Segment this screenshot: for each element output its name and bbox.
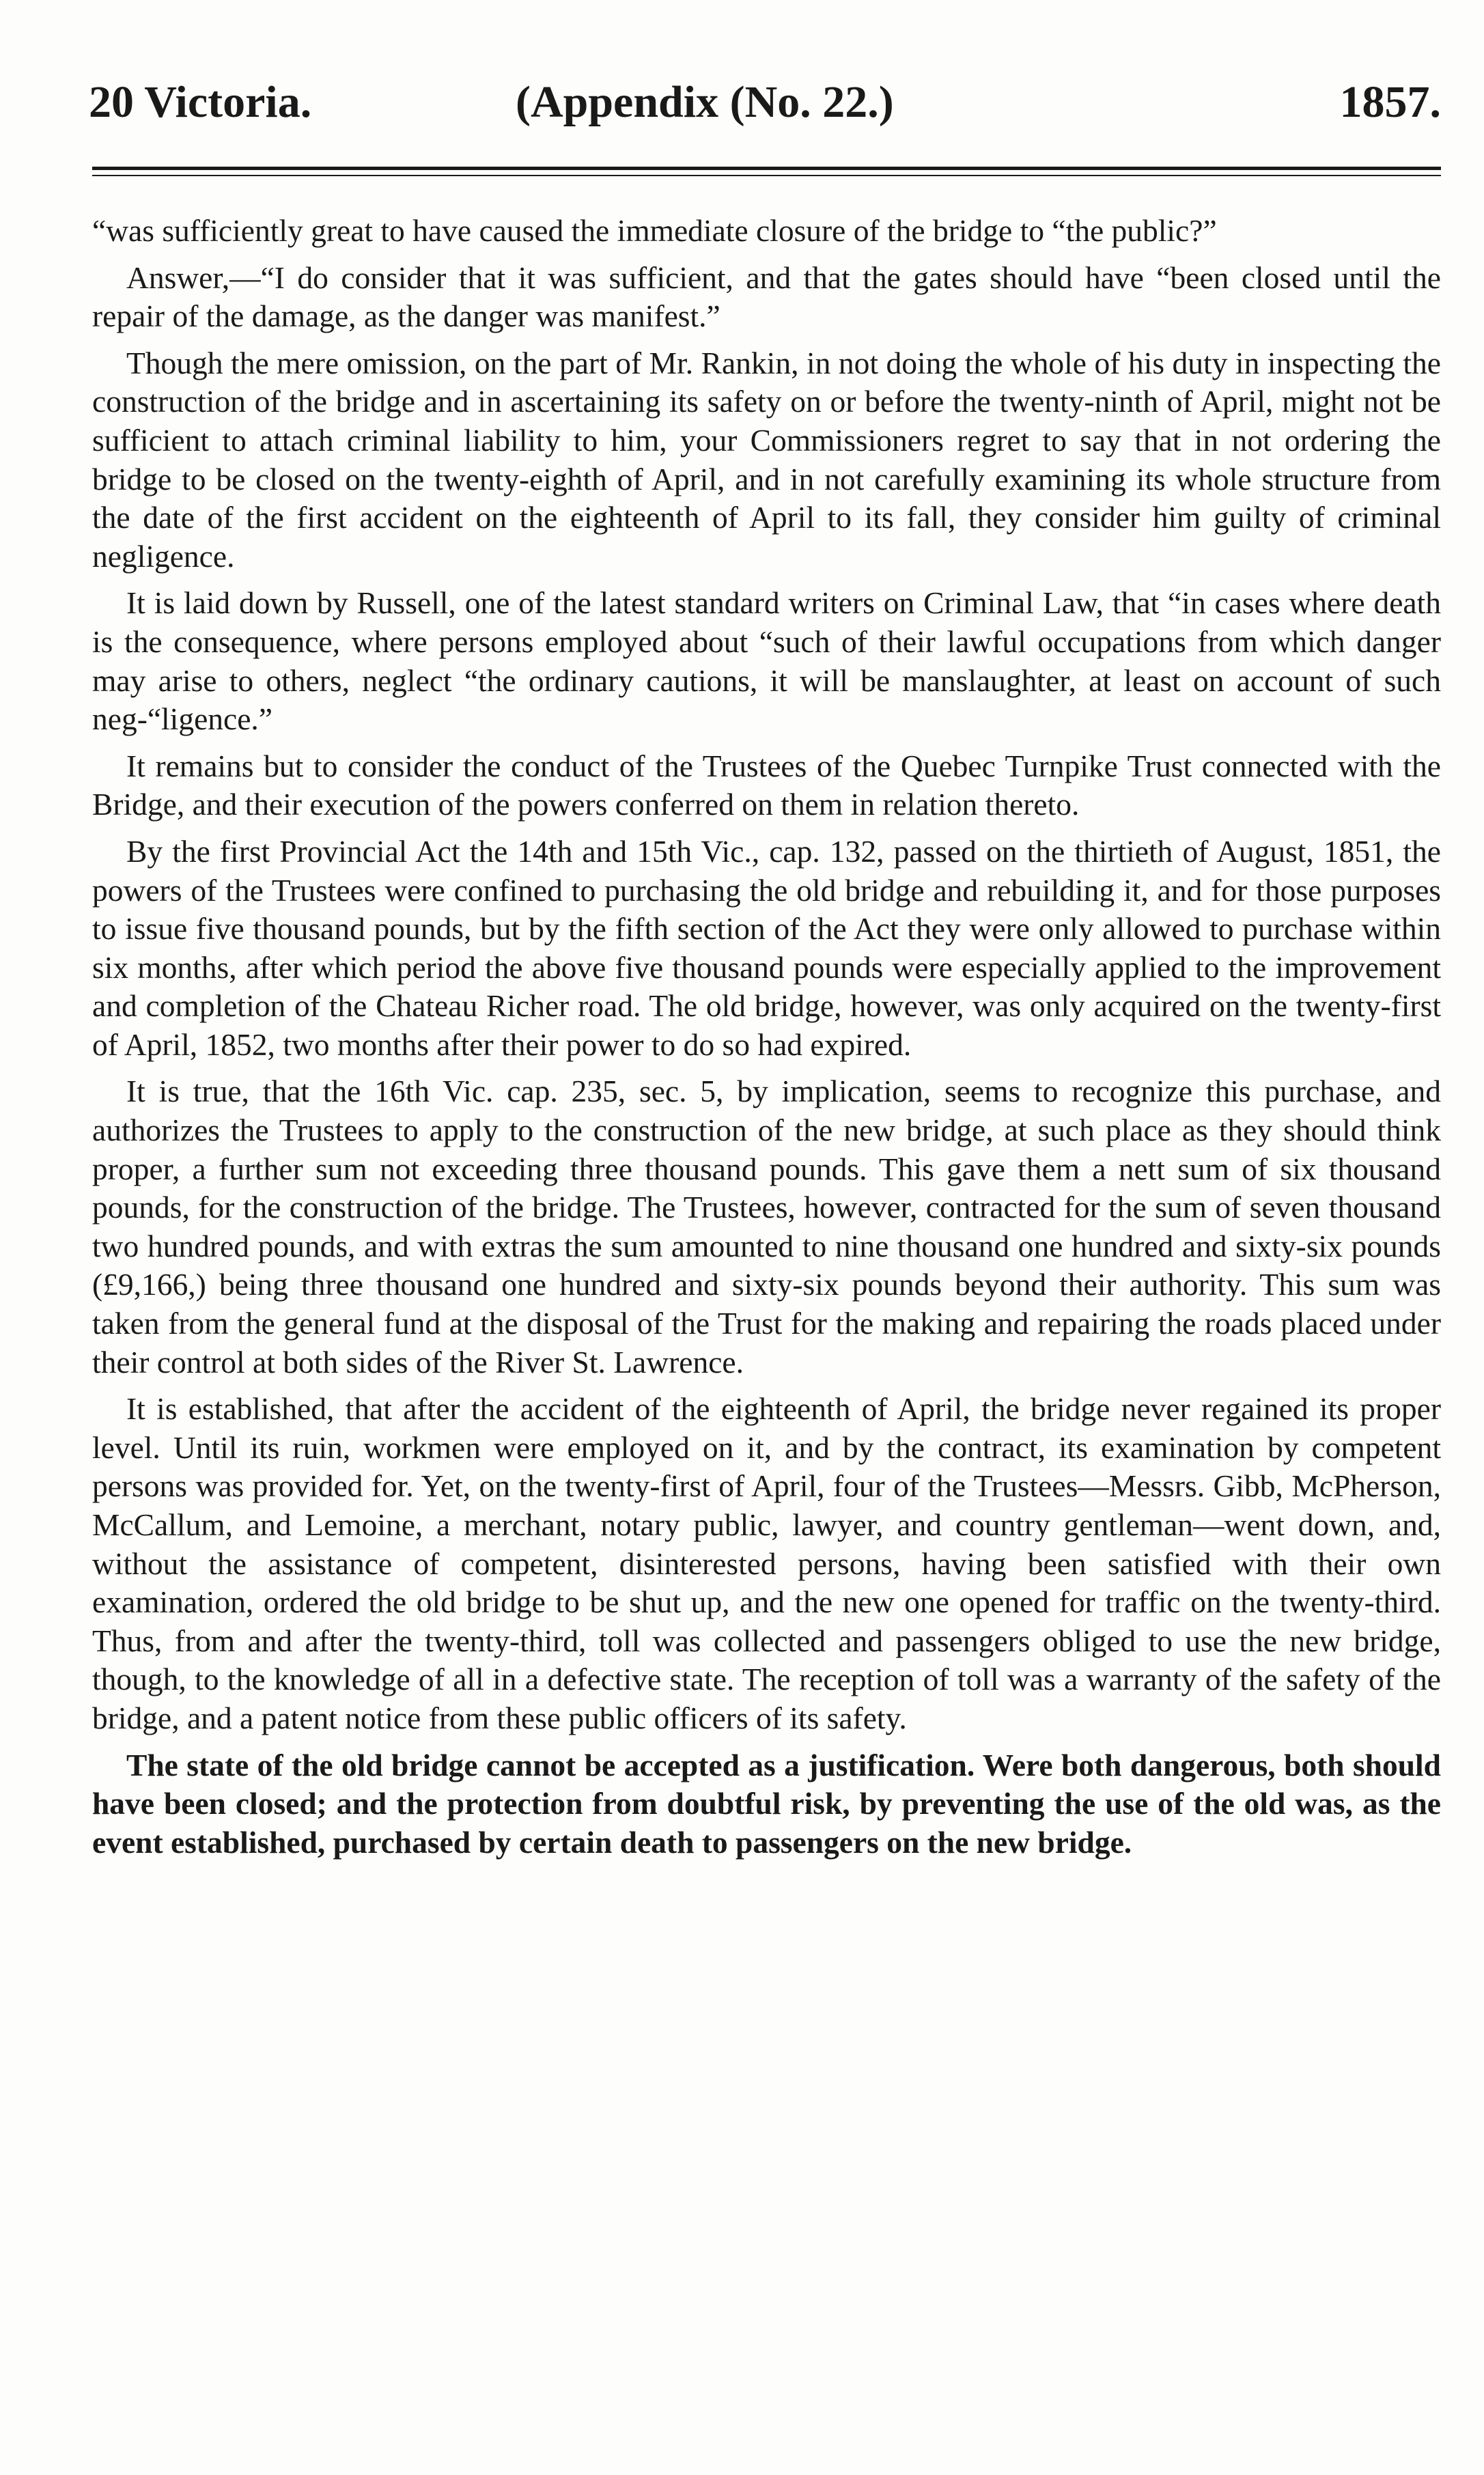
header-appendix: (Appendix (No. 22.): [516, 77, 894, 127]
header-year: 1857.: [1339, 77, 1441, 127]
paragraph-old-bridge-state: The state of the old bridge cannot be accepted as a justification. Were both dangerous, both should have been closed; and the protection from doubtful risk, by preventing the use of the old was, as the event established, purchased by certain death to passengers on the new bridge.: [92, 1747, 1441, 1860]
paragraph-testimony-answer: Answer,—“I do consider that it was sufficient, and that the gates should have “been closed until the repair of the damage, as the danger was manifest.”: [92, 260, 1441, 334]
paragraph-trustees-conduct: It remains but to consider the conduct of the Trustees of the Quebec Turnpike Trust connected with the Bridge, and their execution of the powers conferred on them in relation thereto.: [92, 748, 1441, 822]
paragraph-rankin-negligence: Though the mere omission, on the part of Mr. Rankin, in not doing the whole of his duty in inspecting the construction of the bridge and in ascertaining its safety on or before the twenty-ninth of April, might not be sufficient to attach criminal liability to him, your Commissioners regret to say that in not ordering the bridge to be closed on the twenty-eighth of April, and in not carefully examining its whole structure from the date of the first accident on the eighteenth of April to its fall, they consider him guilty of criminal negligence.: [92, 345, 1441, 574]
running-head: [89, 65, 1441, 140]
paragraph-accident-established: It is established, that after the accident of the eighteenth of April, the bridge never regained its proper level. Until its ruin, workmen were employed on it, and by the contract, its examination by competent persons was provided for. Yet, on the twenty-first of April, four of the Trustees—Messrs. Gibb, McPherson, McCallum, and Lemoine, a merchant, notary public, lawyer, and country gentleman—went down, and, without the assistance of competent, disinterested persons, having been satisfied with their own examination, ordered the old bridge to be shut up, and the new one opened for traffic on the twenty-third. Thus, from and after the twenty-third, toll was collected and passengers obliged to use the new bridge, though, to the knowledge of all in a defective state. The reception of toll was a warranty of the safety of the bridge, and a patent notice from these public officers of its safety.: [92, 1391, 1441, 1735]
header-session: 20 Victoria.: [89, 77, 312, 127]
paragraph-16th-vic: It is true, that the 16th Vic. cap. 235, sec. 5, by implication, seems to recognize this purchase, and authorizes the Trustees to apply to the construction of the new bridge, at such place as they should think proper, a further sum not exceeding three thousand pounds. This gave them a nett sum of six thousand pounds, for the construction of the bridge. The Trustees, however, contracted for the sum of seven thousand two hundred pounds, and with extras the sum amounted to nine thousand one hundred and sixty-six pounds (£9,166,) being three thousand one hundred and sixty-six pounds beyond their authority. This sum was taken from the general fund at the disposal of the Trust for the making and repairing the roads placed under their control at both sides of the River St. Lawrence.: [92, 1074, 1441, 1380]
paragraph-testimony-question: “was sufficiently great to have caused the immediate closure of the bridge to “the public?”: [92, 213, 1217, 248]
paragraph-provincial-act: By the first Provincial Act the 14th and 15th Vic., cap. 132, passed on the thirtieth of August, 1851, the powers of the Trustees were confined to purchasing the old bridge and rebuilding it, and for those purposes to issue five thousand pounds, but by the fifth section of the Act they were only allowed to purchase within six months, after which period the above five thousand pounds were especially applied to the improvement and completion of the Chateau Richer road. The old bridge, however, was only acquired on the twenty-first of April, 1852, two months after their power to do so had expired.: [92, 833, 1441, 1062]
header-rule-thick: [92, 167, 1441, 170]
header-rule-thin: [92, 175, 1441, 176]
body-text: [92, 212, 1441, 1870]
paragraph-russell-criminal-law: It is laid down by Russell, one of the latest standard writers on Criminal Law, that “in cases where death is the consequence, where persons employed about “such of their lawful occupations from which danger may arise to others, neglect “the ordinary cautions, it will be manslaughter, at least on account of such neg-“ligence.”: [92, 585, 1441, 737]
